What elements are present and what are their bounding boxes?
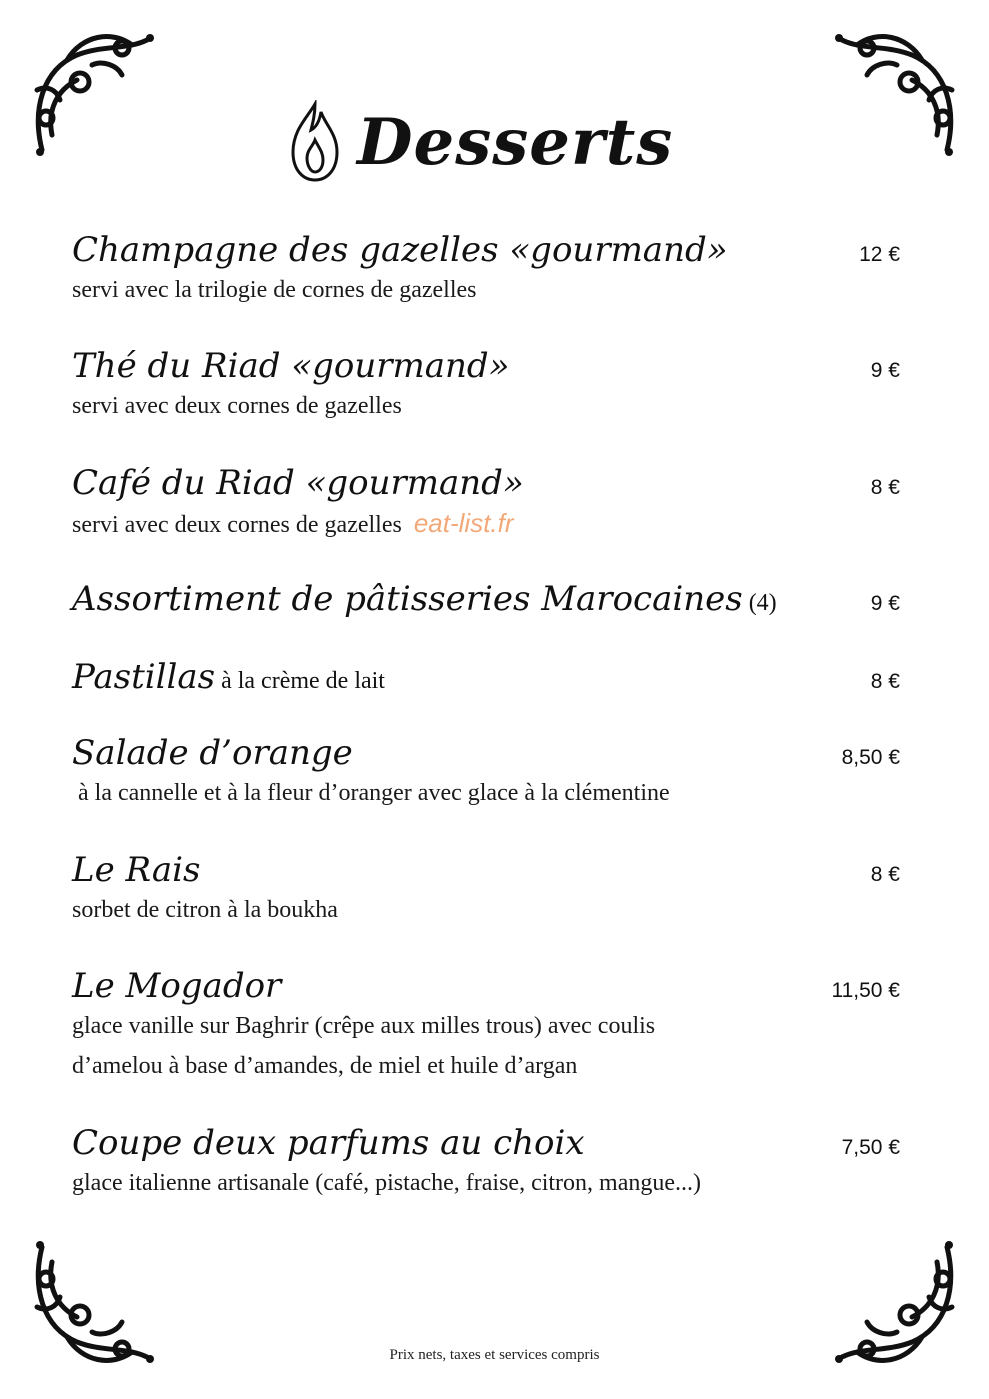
footer-note: Prix nets, taxes et services compris [389, 1347, 600, 1363]
item-name: Café du Riad «gourmand» [72, 463, 524, 503]
item-price: 12 € [859, 243, 900, 266]
corner-ornament-top-right [827, 20, 967, 160]
item-description: glace vanille sur Baghrir (crêpe aux milles trous) avec coulis [72, 1013, 656, 1039]
item-price: 8,50 € [841, 746, 900, 769]
item-name: Coupe deux parfums au choix [72, 1123, 585, 1163]
menu-item [72, 222, 902, 338]
item-price: 11,50 € [831, 979, 900, 1002]
menu-item [72, 338, 902, 455]
corner-ornament-top-left [22, 20, 162, 160]
item-description: servi avec la trilogie de cornes de gazelles [72, 277, 477, 303]
menu-item [72, 649, 902, 725]
menu-item [72, 958, 902, 1115]
menu-item [72, 725, 902, 842]
item-description: sorbet de citron à la boukha [72, 897, 338, 923]
item-name: Champagne des gazelles «gourmand» [72, 230, 728, 270]
menu-item [72, 455, 902, 571]
item-name: Thé du Riad «gourmand» [72, 346, 510, 386]
item-name: Salade d’orange [72, 733, 353, 773]
menu-item [72, 1115, 902, 1215]
flame-logo-icon [285, 100, 345, 184]
item-description: servi avec deux cornes de gazelles [72, 393, 402, 419]
item-price: 8 € [870, 863, 900, 886]
item-price: 8 € [870, 670, 900, 693]
item-price: 8 € [870, 476, 900, 499]
item-name: Assortiment de pâtisseries Marocaines (4) [72, 579, 777, 619]
item-description: glace italienne artisanale (café, pistache, fraise, citron, mangue...) [72, 1170, 702, 1196]
menu-item [72, 571, 902, 649]
item-description: d’amelou à base d’amandes, de miel et huile d’argan [72, 1053, 578, 1079]
watermark-text: eat-list.fr [413, 508, 514, 538]
page-title: Desserts [357, 104, 674, 180]
item-description: servi avec deux cornes de gazelles eat-list.fr [72, 508, 514, 538]
item-name: Le Mogador [72, 966, 282, 1006]
dessert-menu [72, 222, 902, 1215]
ornament-icon [22, 20, 162, 160]
item-price: 7,50 € [841, 1136, 900, 1159]
item-price: 9 € [870, 359, 900, 382]
menu-item [72, 842, 902, 958]
item-name: Pastillas à la crème de lait [72, 657, 385, 697]
item-name: Le Rais [72, 850, 201, 890]
page-header [285, 100, 673, 184]
item-description: à la cannelle et à la fleur d’oranger avec glace à la clémentine [72, 780, 670, 806]
ornament-icon [827, 20, 967, 160]
item-price: 9 € [870, 592, 900, 615]
